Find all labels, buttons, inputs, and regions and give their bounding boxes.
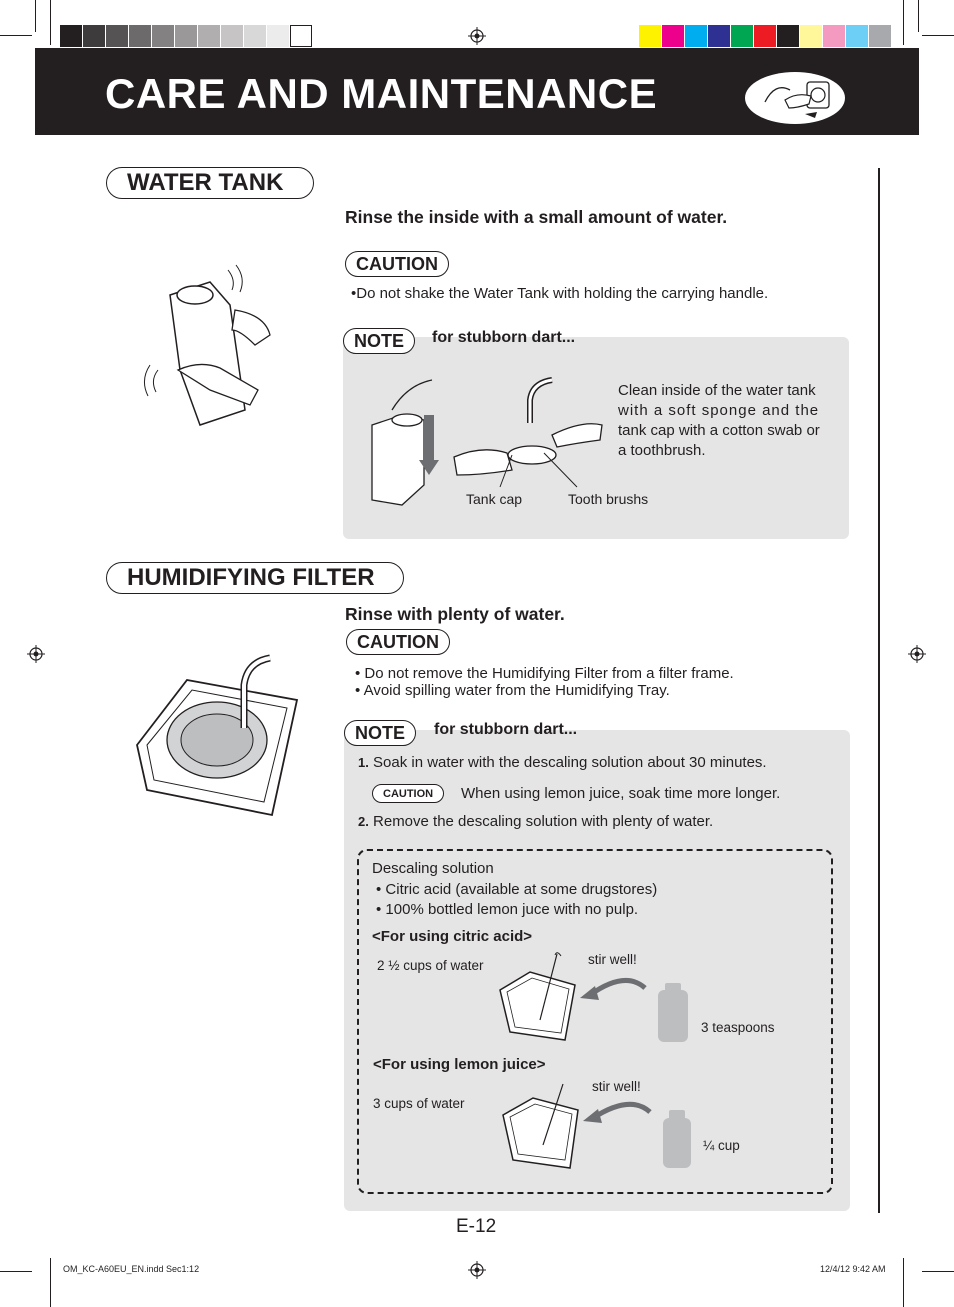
grey-swatch: [106, 25, 128, 47]
section-title-humidifying-filter: HUMIDIFYING FILTER: [106, 562, 404, 594]
note-text-line: Clean inside of the water tank: [618, 382, 816, 399]
humidifying-filter-instruction: Rinse with plenty of water.: [345, 604, 565, 624]
citric-water-label: 2 ½ cups of water: [377, 958, 484, 973]
color-swatch: [869, 25, 891, 47]
citric-acid-heading: <For using citric acid>: [372, 928, 533, 945]
color-swatch: [662, 25, 684, 47]
color-swatch: [846, 25, 868, 47]
crop-mark: [903, 0, 904, 45]
section-title-water-tank: WATER TANK: [106, 167, 314, 199]
unplug-icon: [745, 72, 845, 124]
water-tank-instruction: Rinse the inside with a small amount of water.: [345, 207, 728, 227]
water-tank-caution-text: •Do not shake the Water Tank with holding the carrying handle.: [351, 285, 769, 302]
lemon-water-label: 3 cups of water: [373, 1096, 465, 1111]
water-tank-note-heading: for stubborn dart...: [432, 329, 576, 346]
note-badge: NOTE: [344, 720, 416, 746]
registration-mark-icon: [27, 645, 45, 663]
color-swatch: [800, 25, 822, 47]
label-tooth-brushs: Tooth brushs: [568, 491, 649, 507]
color-swatch: [639, 25, 661, 47]
lemon-amount-label: ¼ cup: [703, 1138, 740, 1153]
filter-rinse-illustration: [132, 650, 304, 825]
descaling-item: • 100% bottled lemon juce with no pulp.: [376, 901, 639, 918]
grey-swatch: [83, 25, 105, 47]
grey-swatch: [290, 25, 312, 47]
crop-mark: [903, 1258, 904, 1307]
humidifying-filter-caution-list: [355, 665, 734, 699]
color-swatch: [731, 25, 753, 47]
descaling-list: [376, 880, 657, 920]
grey-swatch: [60, 25, 82, 47]
note-text-line: a toothbrush.: [618, 442, 706, 459]
crop-mark: [922, 1271, 954, 1272]
note-badge: NOTE: [343, 328, 415, 354]
step-text: Soak in water with the descaling solution about 30 minutes.: [373, 754, 767, 771]
date-info: 12/4/12 9:42 AM: [820, 1264, 886, 1274]
grey-swatch: [267, 25, 289, 47]
page-number: E-12: [456, 1216, 497, 1237]
label-tank-cap: Tank cap: [466, 491, 523, 507]
registration-mark-icon: [468, 27, 486, 45]
crop-mark: [0, 35, 32, 36]
file-info: OM_KC-A60EU_EN.indd Sec1:12: [63, 1264, 200, 1274]
caution-badge-small: CAUTION: [372, 784, 444, 803]
crop-mark: [35, 0, 36, 32]
caution-badge: CAUTION: [346, 629, 450, 655]
page-title: CARE AND MAINTENANCE: [105, 70, 658, 117]
humidifying-filter-note-heading: for stubborn dart...: [434, 721, 578, 738]
lemon-juice-mixing-illustration: [498, 1080, 698, 1172]
citric-amount-label: 3 teaspoons: [701, 1020, 775, 1035]
grey-swatch: [175, 25, 197, 47]
grey-swatch: [152, 25, 174, 47]
tank-cleaning-illustration: [362, 375, 612, 510]
crop-mark: [0, 1271, 32, 1272]
step-2: [358, 813, 713, 830]
step-number: 1.: [358, 755, 369, 770]
header-bar: [35, 48, 919, 135]
lemon-stir-label: stir well!: [592, 1079, 641, 1094]
color-swatch: [754, 25, 776, 47]
unplug-illustration: [745, 72, 845, 124]
grey-swatch: [129, 25, 151, 47]
step-text: Remove the descaling solution with plenty of water.: [373, 813, 714, 830]
crop-mark: [50, 1258, 51, 1307]
crop-mark: [50, 0, 51, 45]
citric-acid-mixing-illustration: [495, 950, 695, 1050]
color-swatch: [708, 25, 730, 47]
grey-swatch: [198, 25, 220, 47]
crop-mark: [922, 35, 954, 36]
descaling-title: Descaling solution: [372, 860, 494, 877]
step-number: 2.: [358, 814, 369, 829]
caution-badge: CAUTION: [345, 251, 449, 277]
step-1: [358, 754, 767, 771]
note-text-line: tank cap with a cotton swab or: [618, 422, 820, 439]
registration-mark-icon: [908, 645, 926, 663]
note-text-line: with a soft sponge and the: [618, 402, 820, 419]
caution-item: • Avoid spilling water from the Humidifying Tray.: [355, 682, 670, 699]
citric-stir-label: stir well!: [588, 952, 637, 967]
caution-item: • Do not remove the Humidifying Filter from a filter frame.: [355, 665, 734, 682]
water-tank-note-text: [618, 381, 843, 461]
margin-rule: [878, 168, 880, 1213]
descaling-item: • Citric acid (available at some drugstores): [376, 881, 658, 898]
color-swatch: [823, 25, 845, 47]
grey-swatch: [244, 25, 266, 47]
color-swatch: [777, 25, 799, 47]
step-1-caution-text: When using lemon juice, soak time more longer.: [461, 785, 781, 802]
registration-mark-icon: [468, 1261, 486, 1279]
lemon-juice-heading: <For using lemon juice>: [373, 1056, 546, 1073]
color-swatch: [685, 25, 707, 47]
water-tank-rinse-illustration: [140, 260, 290, 435]
grey-swatch: [221, 25, 243, 47]
crop-mark: [918, 0, 919, 32]
